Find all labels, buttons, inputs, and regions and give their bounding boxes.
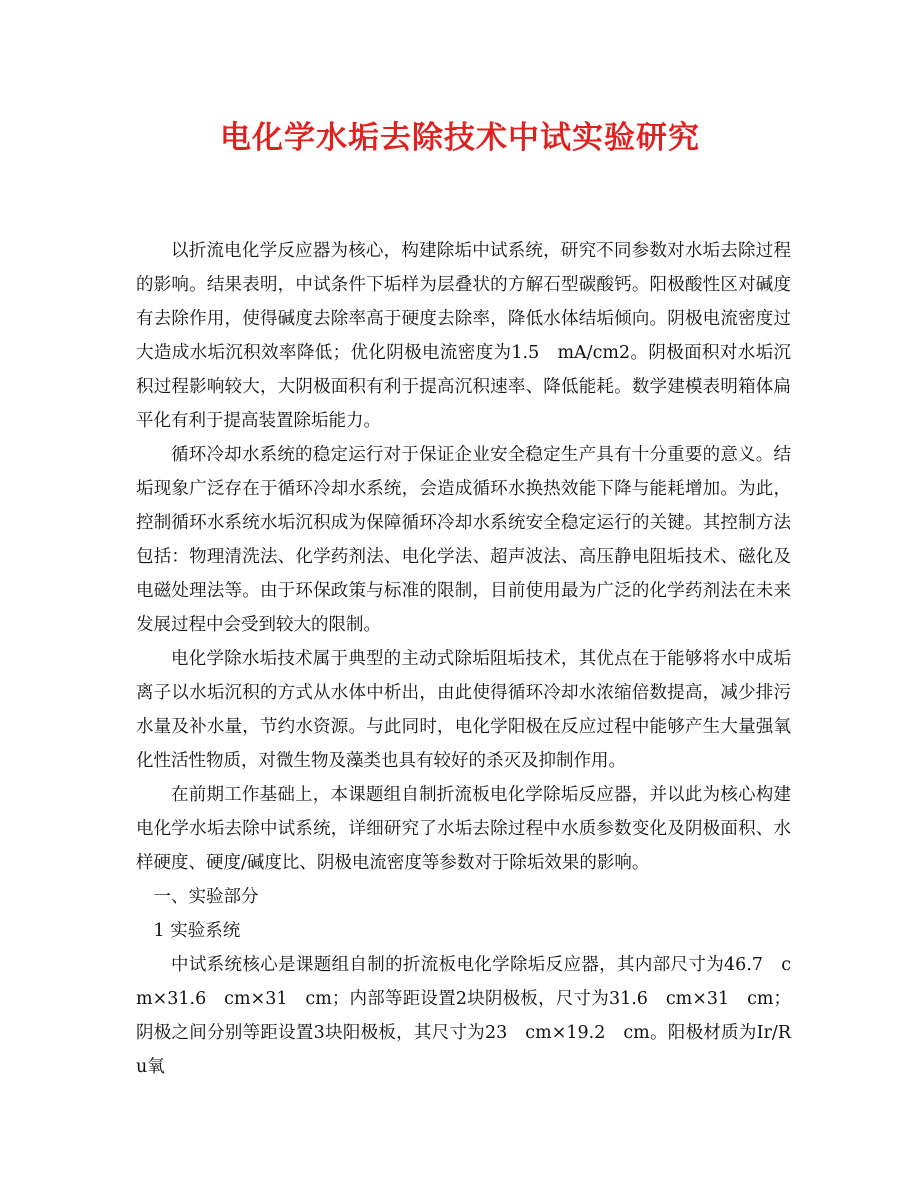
document-body xyxy=(136,234,791,1084)
body-paragraph: 中试系统核心是课题组自制的折流板电化学除垢反应器，其内部尺寸为46.7 cm×31.6 cm×31 cm；内部等距设置2块阴极板，尺寸为31.6 cm×31 cm；阴极之间分别等距设置3块阳极板，其尺寸为23 cm×19.2 cm。阳极材质为Ir/Ru氧 xyxy=(136,955,791,1077)
body-paragraph: 循环冷却水系统的稳定运行对于保证企业安全稳定生产具有十分重要的意义。结垢现象广泛存在于循环冷却水系统，会造成循环水换热效能下降与能耗增加。为此，控制循环水系统水垢沉积成为保障循环冷却水系统安全稳定运行的关键。其控制方法包括：物理清洗法、化学药剂法、电化学法、超声波法、高压静电阻垢技术、磁化及电磁处理法等。由于环保政策与标准的限制，目前使用最为广泛的化学药剂法在未来发展过程中会受到较大的限制。 xyxy=(136,445,791,635)
subsection-heading: 1 实验系统 xyxy=(153,921,241,941)
section-heading: 一、实验部分 xyxy=(153,887,259,907)
body-paragraph: 在前期工作基础上，本课题组自制折流板电化学除垢反应器，并以此为核心构建电化学水垢去除中试系统，详细研究了水垢去除过程中水质参数变化及阴极面积、水样硬度、硬度/碱度比、阴极电流密度等参数对于除垢效果的影响。 xyxy=(136,785,791,873)
document-title: 电化学水垢去除技术中试实验研究 xyxy=(220,120,700,156)
body-paragraph: 电化学除水垢技术属于典型的主动式除垢阻垢技术，其优点在于能够将水中成垢离子以水垢沉积的方式从水体中析出，由此使得循环冷却水浓缩倍数提高，减少排污水量及补水量，节约水资源。与此同时，电化学阳极在反应过程中能够产生大量强氧化性活性物质，对微生物及藻类也具有较好的杀灭及抑制作用。 xyxy=(136,649,791,771)
abstract-paragraph: 以折流电化学反应器为核心，构建除垢中试系统，研究不同参数对水垢去除过程的影响。结果表明，中试条件下垢样为层叠状的方解石型碳酸钙。阳极酸性区对碱度有去除作用，使得碱度去除率高于硬度去除率，降低水体结垢倾向。阴极电流密度过大造成水垢沉积效率降低；优化阴极电流密度为1.5 mA/cm2。阴极面积对水垢沉积过程影响较大，大阴极面积有利于提高沉积速率、降低能耗。数学建模表明箱体扁平化有利于提高装置除垢能力。 xyxy=(136,241,791,431)
